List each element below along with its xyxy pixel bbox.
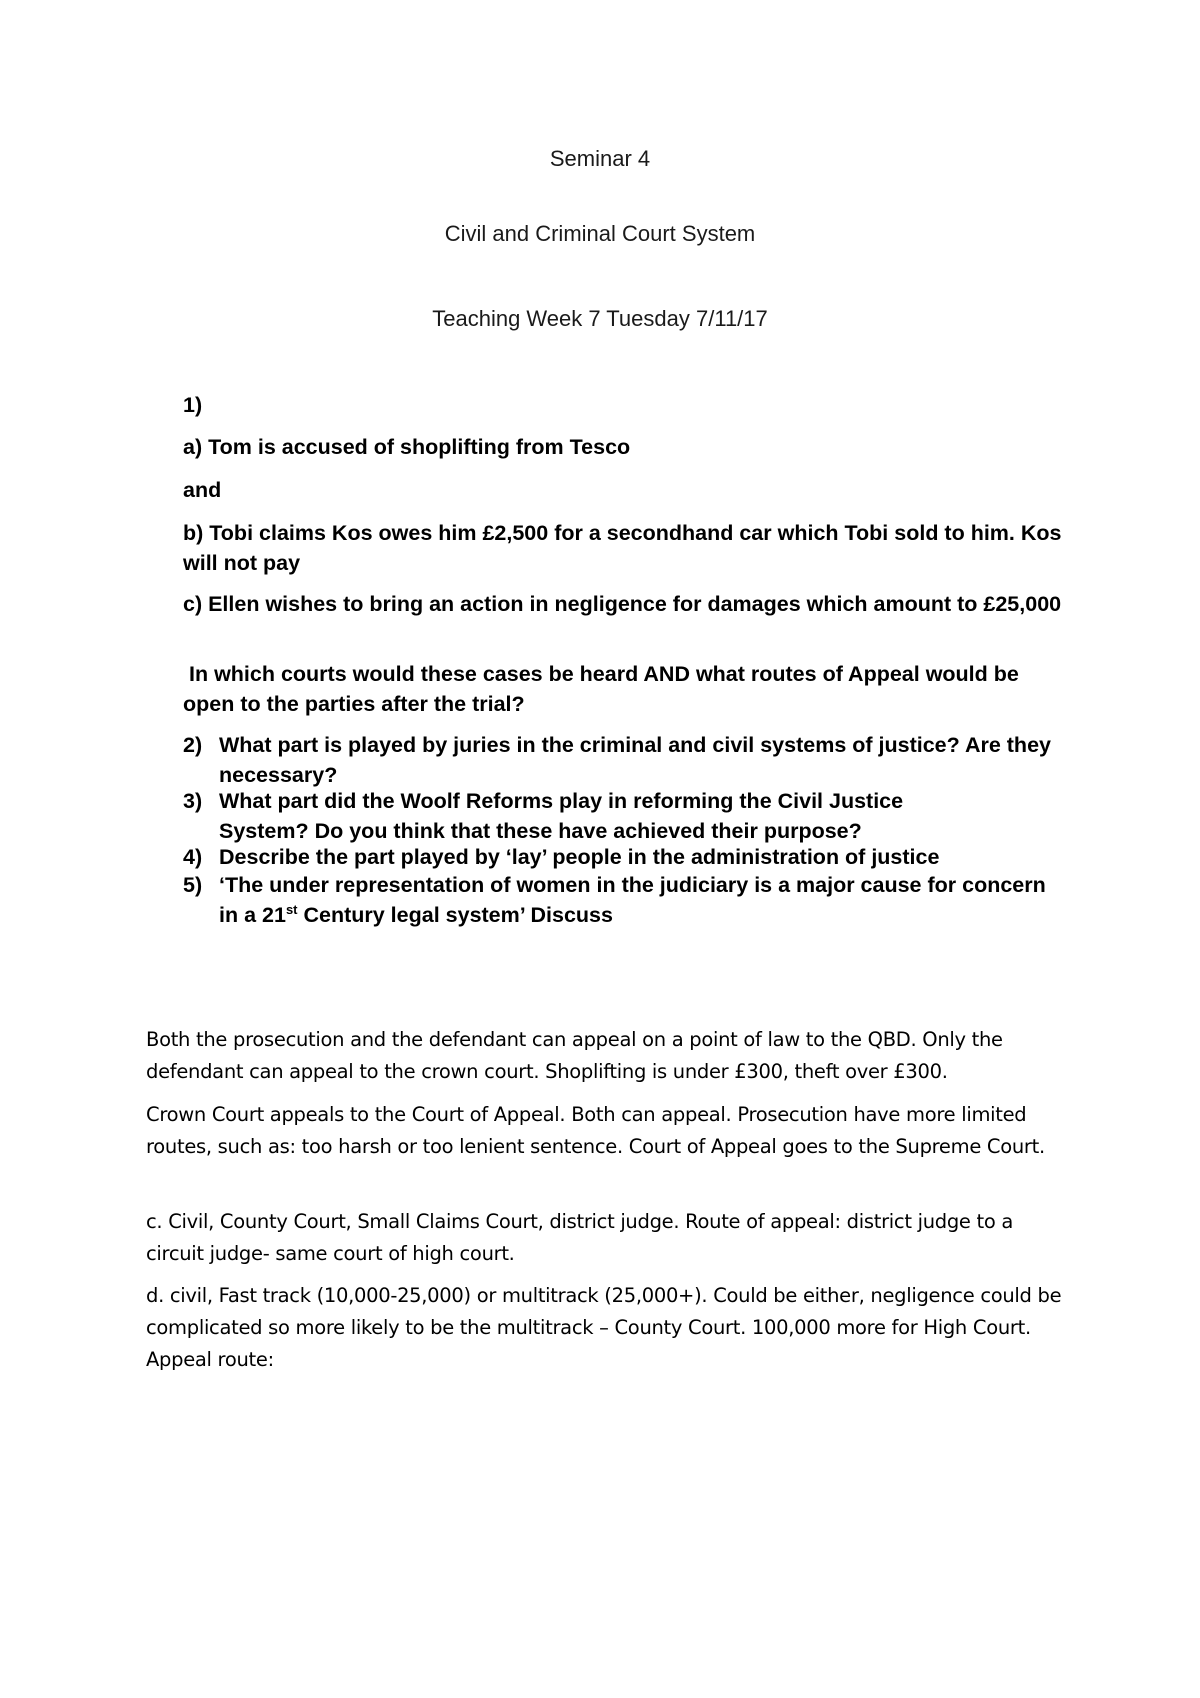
question-2-number: 2) bbox=[183, 733, 203, 757]
question-1-prompt: In which courts would these cases be heard AND what routes of Appeal would be open to the parties after the trial? bbox=[183, 662, 1025, 716]
topic-title: Civil and Criminal Court System bbox=[444, 221, 756, 246]
answer-2: Crown Court appeals to the Court of Appeal. Both can appeal. Prosecution have more limited routes, such as: too harsh or too lenient sentence. Court of Appeal goes to the Supreme Court. bbox=[146, 1103, 1045, 1158]
question-1-and: and bbox=[183, 478, 222, 502]
question-1a: a) Tom is accused of shoplifting from Tesco bbox=[183, 435, 631, 459]
week-line: Teaching Week 7 Tuesday 7/11/17 bbox=[432, 306, 768, 331]
question-1b: b) Tobi claims Kos owes him £2,500 for a secondhand car which Tobi sold to him. Kos will not pay bbox=[183, 521, 1062, 575]
question-4-number: 4) bbox=[183, 845, 203, 869]
question-5-text: ‘The under representation of women in the judiciary is a major cause for concern in a 21st Century legal system’ Discuss bbox=[219, 873, 1046, 927]
answer-3: c. Civil, County Court, Small Claims Court, district judge. Route of appeal: district judge to a circuit judge- same court of high court. bbox=[146, 1210, 1014, 1265]
question-4-text: Describe the part played by ‘lay’ people in the administration of justice bbox=[219, 845, 940, 869]
question-2-text: What part is played by juries in the criminal and civil systems of justice? Are they necessary? bbox=[219, 733, 1051, 787]
question-3-text: What part did the Woolf Reforms play in reforming the Civil Justice System? Do you think that these have achieved their purpose? bbox=[219, 789, 904, 843]
question-1c: c) Ellen wishes to bring an action in negligence for damages which amount to £25,000 bbox=[183, 592, 1062, 616]
question-5-number: 5) bbox=[183, 873, 203, 897]
seminar-title: Seminar 4 bbox=[549, 146, 651, 171]
answer-1: Both the prosecution and the defendant can appeal on a point of law to the QBD. Only the defendant can appeal to the crown court. Shoplifting is under £300, theft over £300. bbox=[146, 1028, 1003, 1083]
question-3-number: 3) bbox=[183, 789, 203, 813]
superscript-st: st bbox=[285, 901, 298, 917]
question-1-number: 1) bbox=[183, 393, 203, 417]
answer-4: d. civil, Fast track (10,000-25,000) or multitrack (25,000+). Could be either, negligence could be complicated so more likely to be the multitrack – County Court. 100,000 more for High Court. Appeal route: bbox=[146, 1284, 1062, 1371]
